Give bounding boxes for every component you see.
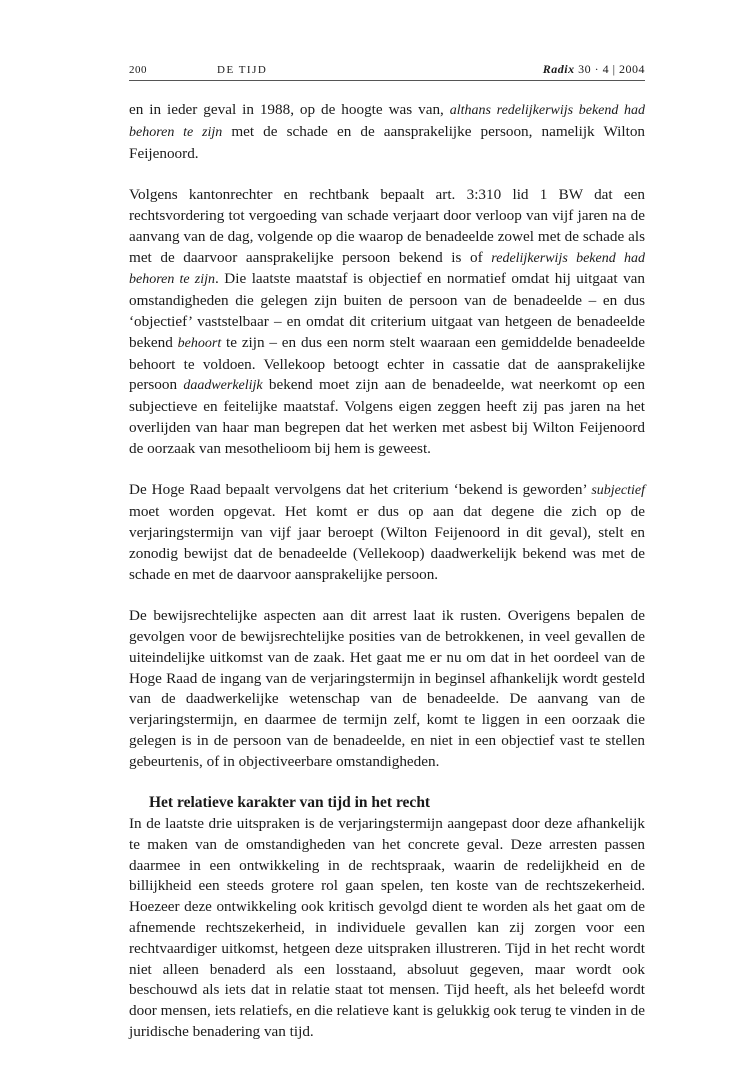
text-run: moet worden opgevat. Het komt er dus op aan dat degene die zich op de verjaringstermijn van vijf jaar beroept (Wilton Feijenoord in dit geval), stelt en zonodig bewijst dat de benadeelde (Vellekoop) daadwerkelijk bekend was met de schade en met de daarvoor aansprakelijke persoon. — [129, 503, 645, 583]
text-run: Volgens kantonrechter en rechtbank bepaalt art. 3:310 lid 1 BW dat een rechtsvordering tot vergoeding van schade verjaart door verloop van vijf jaren na de aanvang van de dag, volgende op die waarop de benadeelde zowel met de schade als met de daarvoor aansprakelijke persoon bekend is of — [129, 186, 645, 266]
running-header — [129, 62, 645, 81]
paragraph-3 — [129, 480, 645, 585]
journal-name: Radix — [542, 62, 575, 76]
paragraph-2 — [129, 185, 645, 459]
emphasis: behoort — [177, 335, 222, 351]
emphasis: althans redelijkerwijs bekend had behoren te zijn — [129, 103, 646, 140]
page-number: 200 — [129, 64, 147, 76]
text-run: te zijn – en dus een norm stelt waaraan een gemiddelde benadeelde behoort te voldoen. Vellekoop betoogt echter in cassatie dat de aansprakelijke persoon — [129, 333, 645, 394]
emphasis: redelijkerwijs bekend had behoren te zijn — [129, 250, 646, 288]
paragraph-1 — [129, 100, 645, 164]
text-run: De Hoge Raad bepaalt vervolgens dat het criterium ‘bekend is geworden’ — [129, 481, 592, 499]
emphasis: subjectief — [591, 483, 645, 499]
journal-issue: 30 · 4 | 2004 — [578, 62, 645, 76]
journal-reference — [543, 62, 645, 77]
paragraph-4: De bewijsrechtelijke aspecten aan dit arrest laat ik rusten. Overigens bepalen de gevolgen voor de bewijsrechtelijke posities van de betrokkenen, in veel gevallen de uiteindelijke uitkomst van de zaak. Het gaat me er nu om dat in het oordeel van de Hoge Raad de ingang van de verjaringstermijn in beginsel afhankelijk wordt gesteld van de daadwerkelijke wetenschap van de benadeelde. De aanvang van de verjaringstermijn, en daarmee de termijn zelf, komt te liggen in een oorzaak die gelegen is in de persoon van de benadeelde, en niet in een objectief vast te stellen gebeurtenis, of in objectiveerbare omstandigheden. — [129, 607, 645, 770]
emphasis: daadwerkelijk — [183, 378, 263, 394]
text-run: . Die laatste maatstaf is objectief en normatief omdat hij uitgaat van omstandigheden die gelegen zijn buiten de persoon van de benadeelde – en dus ‘objectief’ vaststelbaar – en omdat dit criterium uitgaat van hetgeen de benadeelde bekend — [129, 270, 646, 351]
section-title: DE TIJD — [217, 64, 268, 76]
text-run: bekend moet zijn aan de benadeelde, wat neerkomt op een subjectieve en feitelijke maatstaf. Volgens eigen zeggen heeft zij pas jaren na het overlijden van haar man begrepen dat het werken met asbest bij Wilton Feijenoord de oorzaak van mesothelioom bij hem is geweest. — [129, 376, 645, 457]
section-heading: Het relatieve karakter van tijd in het recht — [149, 794, 431, 812]
paragraph-5: In de laatste drie uitspraken is de verjaringstermijn aangepast door deze afhankelijk te maken van de omstandigheden van het concrete geval. Deze arresten passen daarmee in een ontwikkeling in de rechtspraak, waarin de redelijkheid en de billijkheid een steeds grotere rol gaan spelen, ten koste van de rechtszekerheid. Hoezeer deze ontwikkeling ook kritisch gevolgd dient te worden als het gaat om de afnemende rechtszekerheid, in individuele gevallen kan zij zorgen voor een rechtvaardiger uitkomst, hetgeen deze uitspraken illustreren. Tijd in het recht wordt niet alleen benaderd als een losstaand, absoluut gegeven, maar wordt ook beschouwd als iets dat in relatie staat tot mensen. Tijd heeft, als het beleefd wordt door mensen, iets relatiefs, en die relatieve kant is gelukkig ook terug te vinden in de juridische benadering van tijd. — [129, 815, 645, 1041]
text-run: met de schade en de aansprakelijke persoon, namelijk Wilton Feijenoord. — [129, 122, 646, 162]
text-run: en in ieder geval in 1988, op de hoogte was van, — [129, 101, 450, 118]
article-body — [129, 100, 645, 1043]
